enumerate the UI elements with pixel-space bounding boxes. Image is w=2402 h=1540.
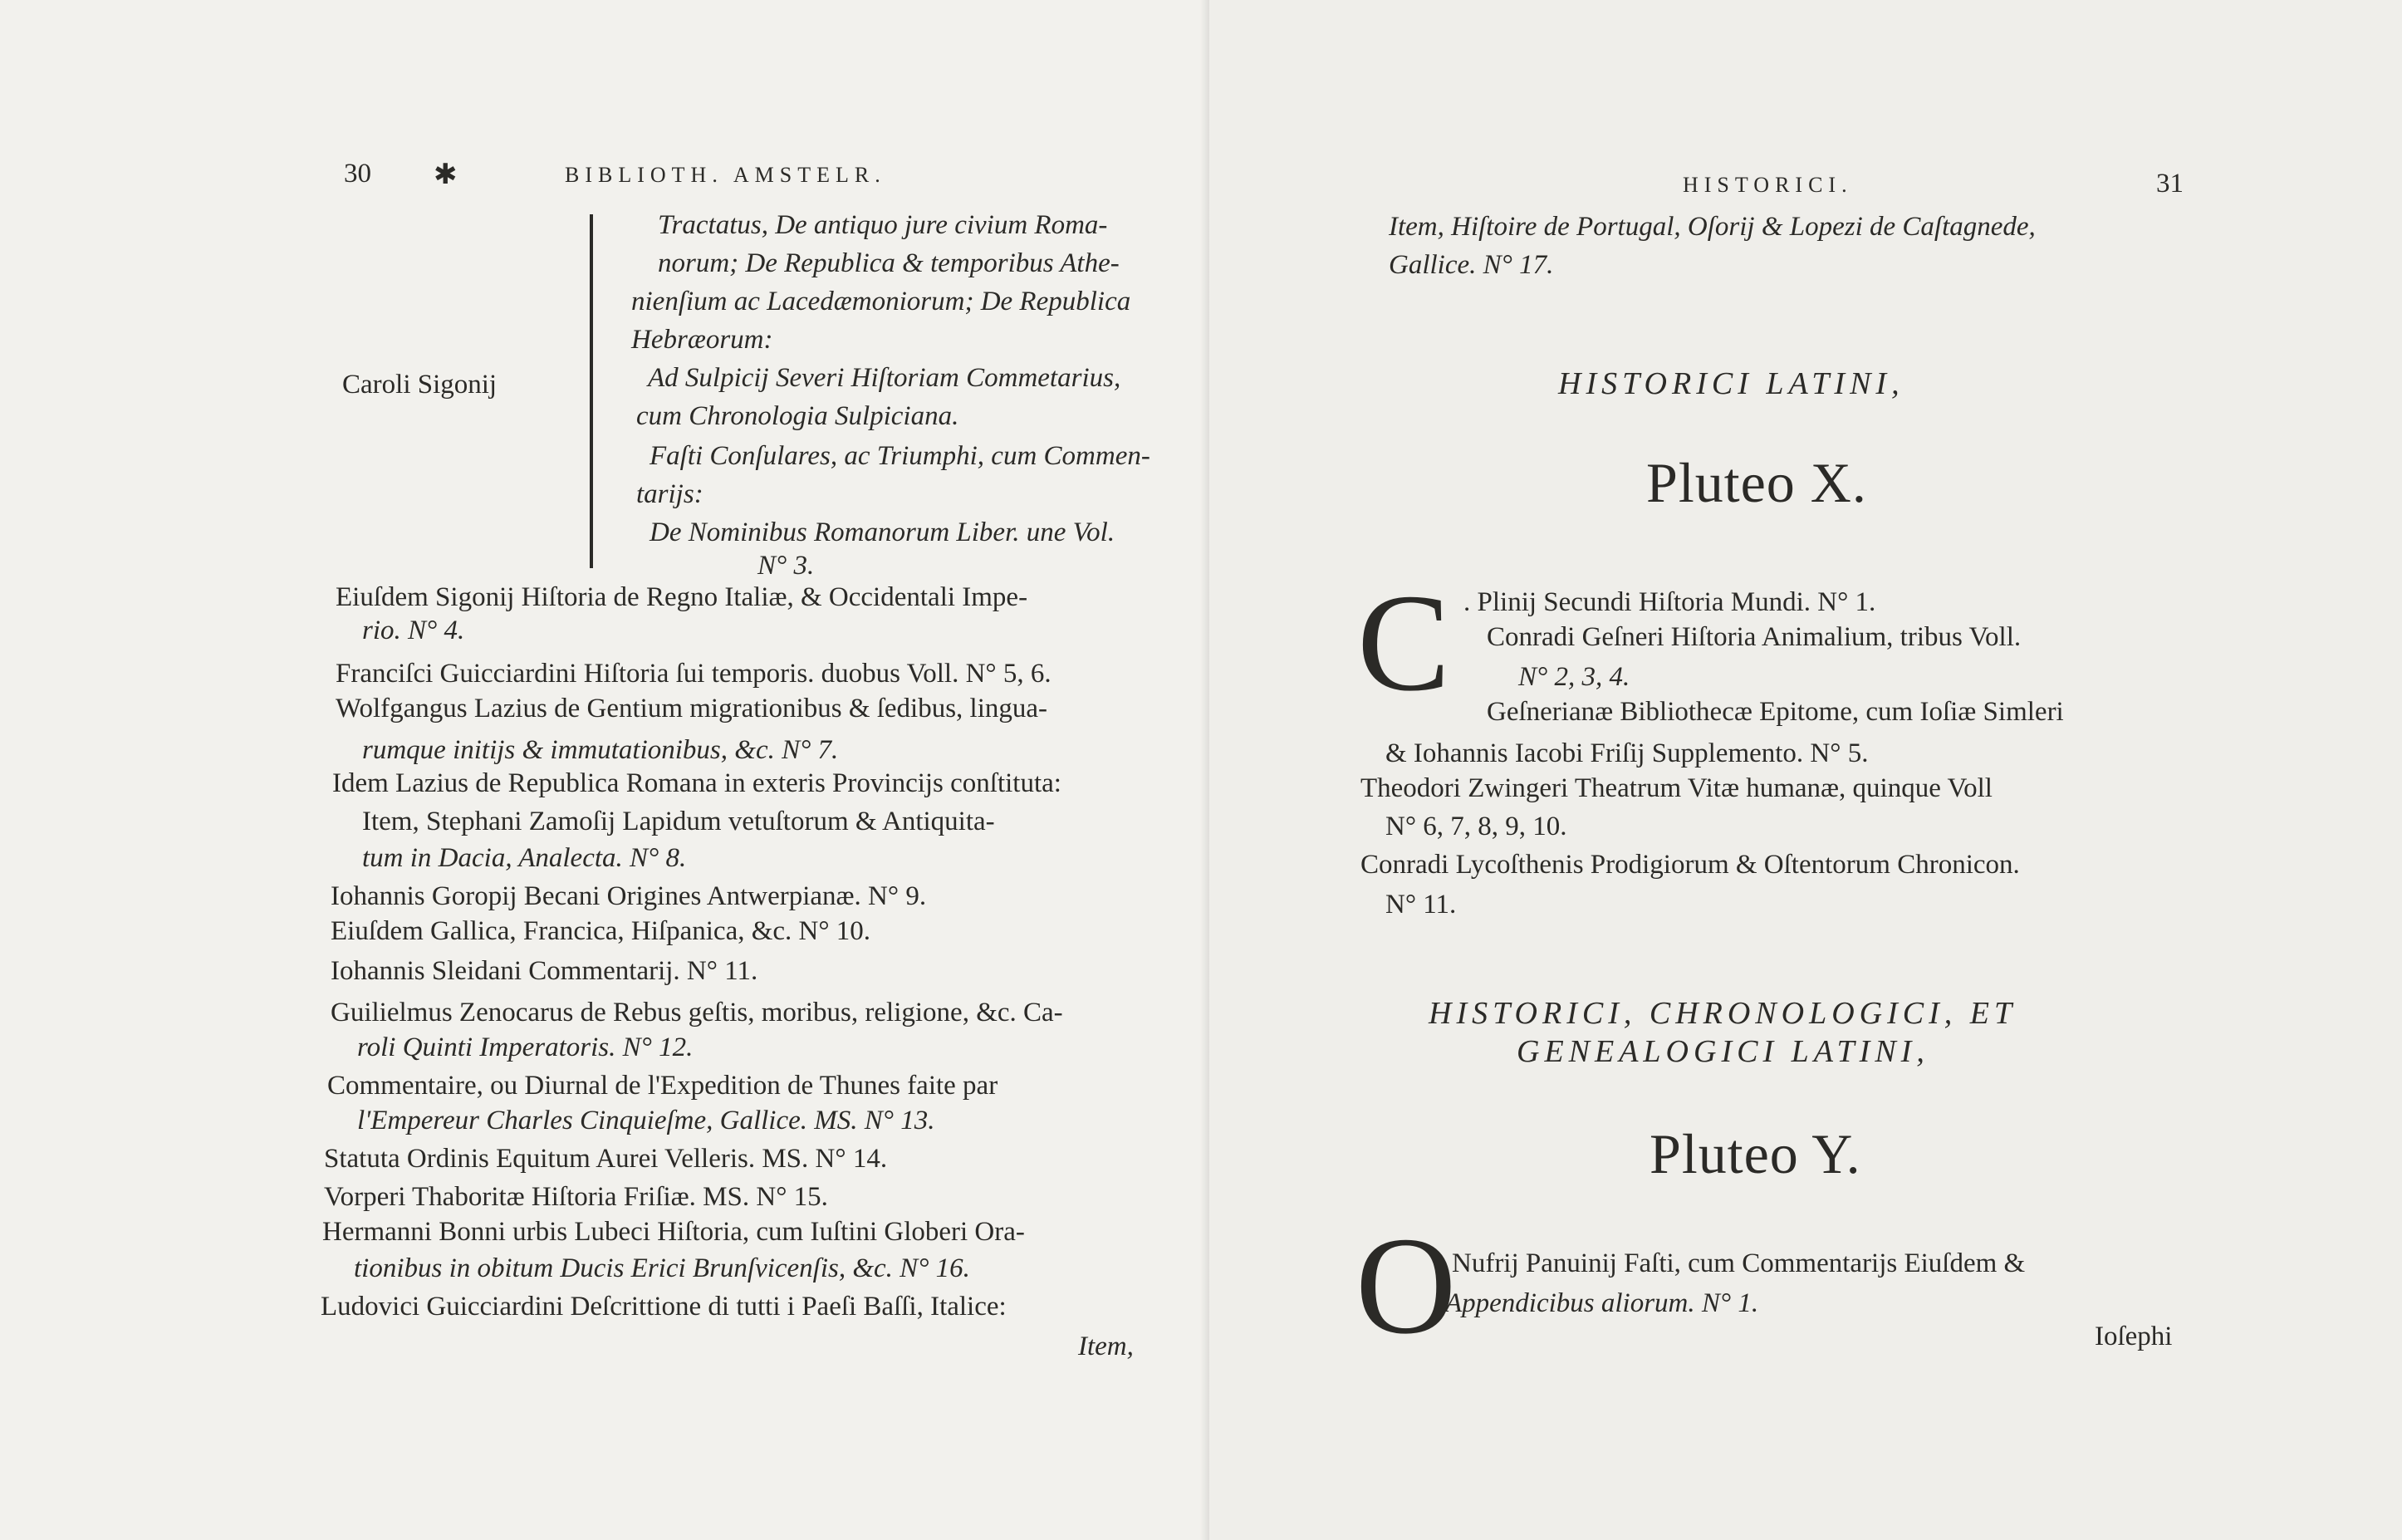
sigonius-line: Hebræorum: xyxy=(631,325,773,355)
catalog-entry-y: Nufrij Panuinij Faſti, cum Commentarijs Eiuſdem & xyxy=(1452,1248,2026,1278)
catalog-entry: tionibus in obitum Ducis Erici Brunſvicenſis, &c. N° 16. xyxy=(354,1253,970,1283)
catalog-entry: Iohannis Sleidani Commentarij. N° 11. xyxy=(331,956,758,986)
catalog-entry: rio. N° 4. xyxy=(362,616,465,645)
catalog-entry: Iohannis Goropij Becani Origines Antwerpianæ. N° 9. xyxy=(331,881,927,911)
catalog-entry: Franciſci Guicciardini Hiſtoria ſui temporis. duobus Voll. N° 5, 6. xyxy=(336,659,1051,689)
catalog-entry: Statuta Ordinis Equitum Aurei Velleris. MS. N° 14. xyxy=(324,1144,888,1174)
sigonius-line: Ad Sulpicij Severi Hiſtoriam Commetarius, xyxy=(648,363,1121,393)
section-heading-historici-latini: HISTORICI LATINI, xyxy=(1558,366,1904,401)
sigonius-line: Faſti Conſulares, ac Triumphi, cum Commen- xyxy=(650,441,1150,471)
catchword-right: Ioſephi xyxy=(2095,1322,2173,1351)
catalog-entry: Idem Lazius de Republica Romana in exteris Provincijs conſtituta: xyxy=(332,768,1061,798)
catalog-entry: tum in Dacia, Analecta. N° 8. xyxy=(362,843,687,873)
section-heading-chronologici-line1: HISTORICI, CHRONOLOGICI, ET xyxy=(1429,996,2017,1031)
catalog-entry: Item, Stephani Zamoſij Lapidum vetuſtorum & Antiquita- xyxy=(362,807,995,836)
running-head-right: HISTORICI. xyxy=(1683,173,1853,197)
catalog-entry: Vorperi Thaboritæ Hiſtoria Friſiæ. MS. N° 15. xyxy=(324,1182,828,1212)
running-head-left: BIBLIOTH. AMSTELR. xyxy=(565,163,886,187)
catalog-entry-y: Appendicibus aliorum. N° 1. xyxy=(1445,1288,1759,1318)
catalog-entry: rumque initijs & immutationibus, &c. N° 7. xyxy=(362,735,839,765)
catalog-entry: l'Empereur Charles Cinquieſme, Gallice. MS. N° 13. xyxy=(357,1106,935,1135)
sigonius-line: cum Chronologia Sulpiciana. xyxy=(636,401,959,431)
dropcap-c: C xyxy=(1357,566,1451,720)
catalog-entry-x: N° 2, 3, 4. xyxy=(1518,662,1630,692)
intro-line: Gallice. N° 17. xyxy=(1389,250,1554,280)
sigonius-line: norum; De Republica & temporibus Athe- xyxy=(658,248,1120,278)
catalog-entry-x: & Iohannis Iacobi Friſij Supplemento. N° 5. xyxy=(1385,738,1869,768)
catalog-entry: Wolfgangus Lazius de Gentium migrationibus & ſedibus, lingua- xyxy=(336,694,1048,723)
catalog-entry: Eiuſdem Sigonij Hiſtoria de Regno Italiæ, & Occidentali Impe- xyxy=(336,582,1028,612)
catalog-entry: roli Quinti Imperatoris. N° 12. xyxy=(357,1032,694,1062)
right-page xyxy=(1209,0,2402,1540)
catalog-entry-x: Theodori Zwingeri Theatrum Vitæ humanæ, quinque Voll xyxy=(1360,773,1993,803)
dropcap-o: O xyxy=(1355,1209,1457,1363)
sigonius-line: tarijs: xyxy=(636,479,703,509)
catchword-left: Item, xyxy=(1078,1332,1134,1361)
bracket-rule xyxy=(590,214,593,568)
intro-line: Item, Hiſtoire de Portugal, Oſorij & Lopezi de Caſtagnede, xyxy=(1389,212,2036,242)
catalog-entry-x: Conradi Geſneri Hiſtoria Animalium, tribus Voll. xyxy=(1487,622,2022,652)
pluteo-y-title: Pluteo Y. xyxy=(1650,1122,1861,1185)
sigonius-line: N° 3. xyxy=(757,551,815,581)
sigonius-author: Caroli Sigonij xyxy=(342,370,498,400)
catalog-entry: Eiuſdem Gallica, Francica, Hiſpanica, &c. N° 10. xyxy=(331,916,871,946)
catalog-entry: Ludovici Guicciardini Deſcrittione di tutti i Paeſi Baſſi, Italice: xyxy=(321,1292,1007,1322)
catalog-entry-x: . Plinij Secundi Hiſtoria Mundi. N° 1. xyxy=(1463,587,1876,617)
catalog-entry-x: Conradi Lycoſthenis Prodigiorum & Oſtentorum Chronicon. xyxy=(1360,850,2020,880)
ornament-icon: ✱ xyxy=(434,159,458,190)
catalog-entry-x: N° 6, 7, 8, 9, 10. xyxy=(1385,812,1567,841)
catalog-entry-x: Geſnerianæ Bibliothecæ Epitome, cum Ioſiæ Simleri xyxy=(1487,697,2064,727)
sigonius-line: Tractatus, De antiquo jure civium Roma- xyxy=(658,210,1108,240)
page-number-right: 31 xyxy=(2156,169,2184,199)
catalog-entry: Commentaire, ou Diurnal de l'Expedition de Thunes faite par xyxy=(327,1071,998,1101)
catalog-entry-x: N° 11. xyxy=(1385,890,1457,920)
catalog-entry: Guilielmus Zenocarus de Rebus geſtis, moribus, religione, &c. Ca- xyxy=(331,998,1063,1027)
sigonius-line: nienſium ac Lacedæmoniorum; De Republica xyxy=(631,287,1131,316)
pluteo-x-title: Pluteo X. xyxy=(1646,451,1867,514)
section-heading-chronologici-line2: GENEALOGICI LATINI, xyxy=(1517,1034,1929,1069)
sigonius-line: De Nominibus Romanorum Liber. une Vol. xyxy=(650,517,1115,547)
page-number-left: 30 xyxy=(344,159,371,189)
catalog-entry: Hermanni Bonni urbis Lubeci Hiſtoria, cum Iuſtini Globeri Ora- xyxy=(322,1217,1025,1247)
